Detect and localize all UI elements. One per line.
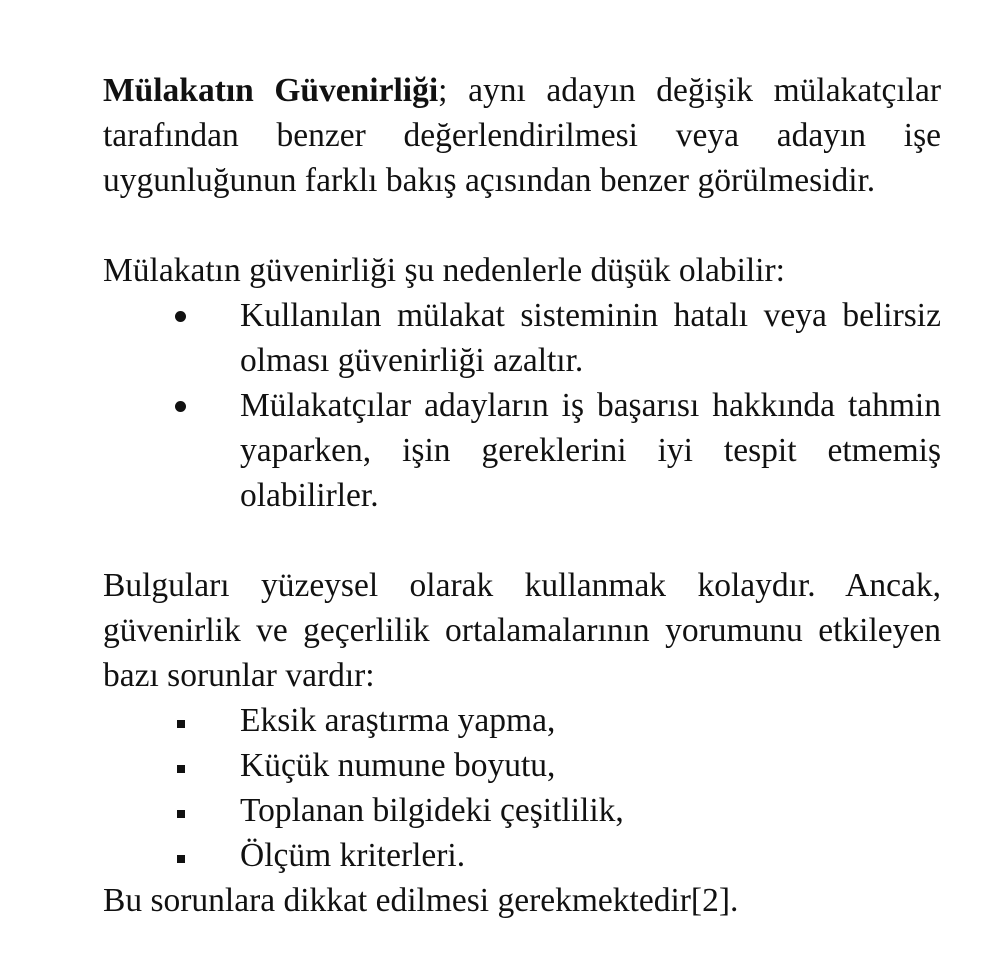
list-item-text: Kullanılan mülakat sisteminin hatalı veya belirsiz olması güvenirliği azaltır. xyxy=(240,297,941,379)
list-item-text: Toplanan bilgideki çeşitlilik, xyxy=(240,792,624,829)
problems-intro: Bulguları yüzeysel olarak kullanmak kolaydır. Ancak, güvenirlik ve geçerlilik ortalamalarının yorumunu etkileyen bazı sorunlar vardır: xyxy=(103,567,941,694)
closing-sentence: Bu sorunlara dikkat edilmesi gerekmektedir[2]. xyxy=(103,882,739,919)
reliability-definition-paragraph xyxy=(103,68,941,203)
defined-term: Mülakatın Güvenirliği xyxy=(103,72,439,109)
bullet-dot-icon xyxy=(175,311,186,322)
list-item xyxy=(103,743,941,788)
list-item xyxy=(103,698,941,743)
list-item xyxy=(103,788,941,833)
causes-list xyxy=(103,293,941,518)
list-item-text: Mülakatçılar adayların iş başarısı hakkında tahmin yaparken, işin gereklerini iyi tespit etmemiş olabilirler. xyxy=(240,387,941,514)
definition-text: ; aynı adayın değişik mülakatçılar tarafından benzer değerlendirilmesi veya adayın işe uygunluğunun farklı bakış açısından benzer görülmesidir. xyxy=(103,72,942,199)
list-item-text: Eksik araştırma yapma, xyxy=(240,702,556,739)
bullet-square-icon xyxy=(177,720,185,728)
list-item-text: Küçük numune boyutu, xyxy=(240,747,556,784)
paragraph-spacer xyxy=(103,203,941,248)
document-page xyxy=(103,68,941,923)
bullet-dot-icon xyxy=(175,401,186,412)
list-item xyxy=(103,833,941,878)
bullet-square-icon xyxy=(177,855,185,863)
list-item-text: Ölçüm kriterleri. xyxy=(240,837,466,874)
bullet-square-icon xyxy=(177,810,185,818)
problems-list xyxy=(103,698,941,878)
causes-intro: Mülakatın güvenirliği şu nedenlerle düşük olabilir: xyxy=(103,252,785,289)
paragraph-spacer xyxy=(103,518,941,563)
bullet-square-icon xyxy=(177,765,185,773)
list-item xyxy=(103,293,941,383)
list-item xyxy=(103,383,941,518)
